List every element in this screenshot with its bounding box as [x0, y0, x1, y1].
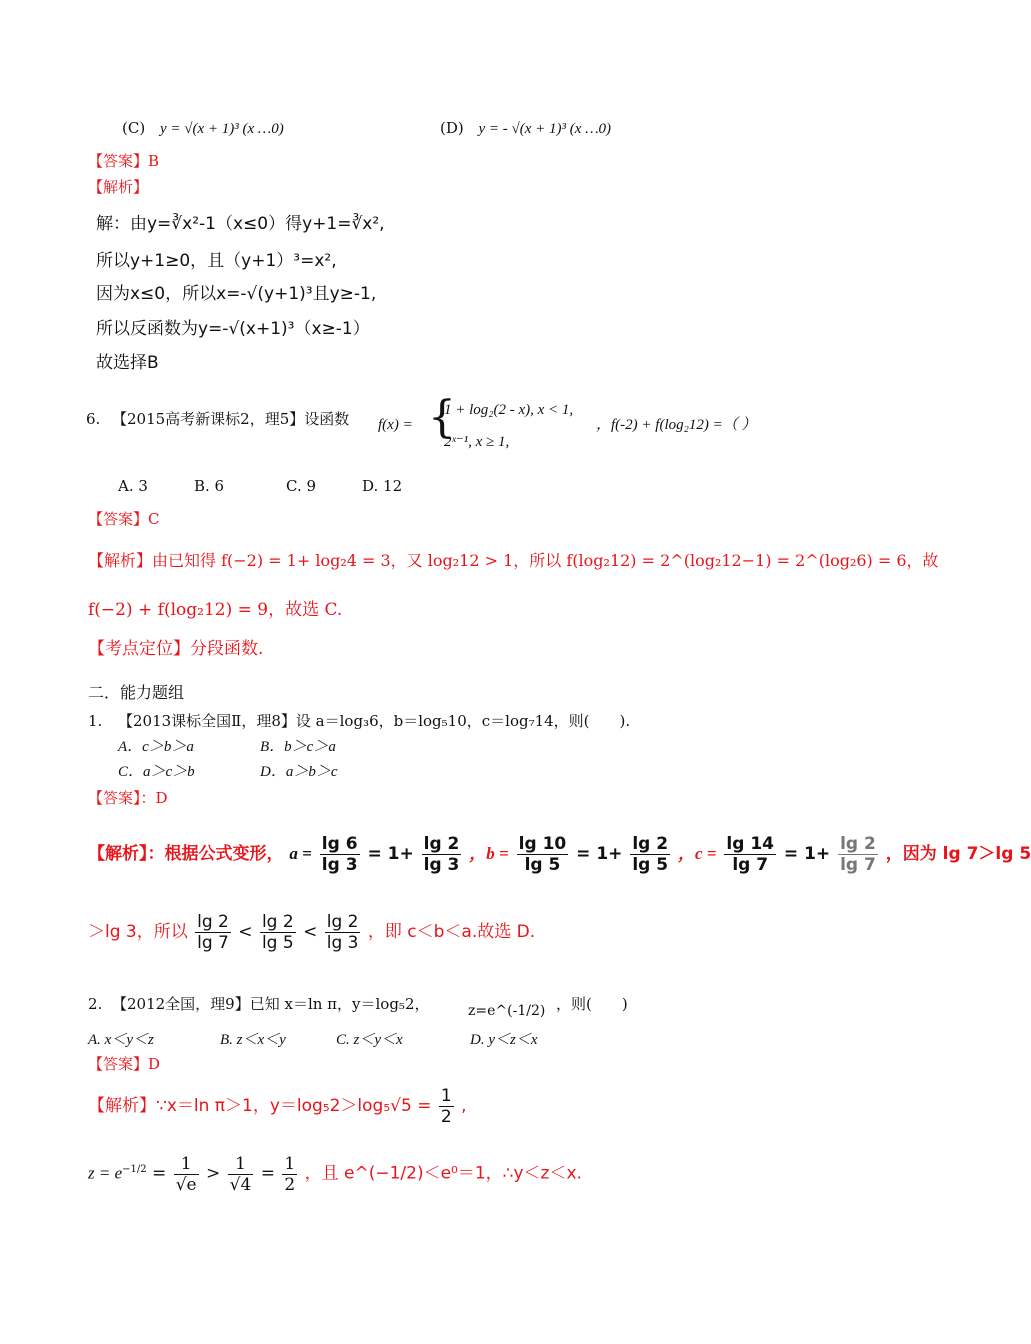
q2-half-frac: [439, 1086, 454, 1127]
q1-cmp-frac-1-num: lg 2: [197, 911, 229, 932]
q1-a-frac-1-num: lg 6: [321, 833, 358, 854]
q2-z-gt: >: [206, 1163, 221, 1184]
q2-z-frac-3-num: 1: [284, 1153, 296, 1174]
q2-z-expr: z=e^(-1/2): [468, 1003, 546, 1019]
prev-step-4: 所以反函数为y=-√(x+1)³（x≥-1）: [96, 319, 370, 339]
q1-a-frac-1: [320, 834, 360, 875]
q2-z-frac-1-den: √e: [175, 1174, 197, 1195]
option-c-expr: y = √(x + 1)³ (x …0): [159, 121, 284, 137]
q1-option-c: C．a＞c＞b: [118, 764, 195, 780]
q6-option-c: C. 9: [286, 477, 317, 495]
q2-answer: 【答案】D: [88, 1055, 161, 1073]
q6-analysis-line-2: f(−2) + f(log₂12) = 9，故选 C.: [88, 600, 343, 620]
q1-c-eq: ，c =: [678, 844, 717, 863]
q1-a-frac-2-den: lg 3: [423, 854, 460, 875]
q1-cmp-frac-3-num: lg 2: [326, 911, 359, 932]
q1-a-eq: a =: [289, 844, 312, 863]
q2-z-frac-1-num: 1: [174, 1154, 199, 1175]
q1-c-frac-2-den: lg 7: [840, 854, 876, 875]
q2-z-tail: ，且 e^(−1/2)＜e⁰＝1，∴y＜z＜x.: [304, 1163, 582, 1184]
q2-option-a: A. x＜y＜z: [88, 1032, 154, 1048]
prev-step-1: 解：由y=∛x²-1（x≤0）得y+1=∛x²,: [96, 214, 385, 234]
q6-analysis-line-1: 【解析】由已知得 f(−2) = 1+ log₂4 = 3，又 log₂12 > 1，所以 f(log₂12) = 2^(log₂12−1) = 2^(log₂6) = 6，故: [88, 551, 939, 570]
q1-option-d: D．a＞b＞c: [260, 764, 338, 780]
q1-cmp-lt-1: <: [238, 922, 253, 942]
q1-line2-end: ，即 c＜b＜a.故选 D.: [367, 922, 536, 942]
q1-c-frac-1: [724, 834, 776, 875]
q6-option-b: B. 6: [194, 477, 225, 495]
q1-c-frac-1-den: lg 7: [732, 854, 769, 875]
q1-cmp-frac-2-num: lg 2: [261, 911, 294, 932]
prev-step-3: 因为x≤0，所以x=-√(y+1)³且y≥-1,: [96, 284, 377, 304]
q1-answer: 【答案】：D: [88, 789, 168, 807]
q1-a-frac-2-num: lg 2: [423, 833, 460, 854]
q1-c-frac-2: [838, 834, 878, 875]
q6-option-a: A. 3: [118, 477, 148, 495]
q1-analysis-line-1: [88, 832, 1031, 876]
q1-b-mid: = 1+: [576, 844, 623, 864]
q2-analysis-text: 【解析】∵x＝ln π＞1，y＝log₅2＞log₅√5 =: [88, 1096, 432, 1116]
prev-answer: 【答案】B: [88, 152, 160, 170]
q1-cmp-lt-2: <: [303, 922, 318, 942]
q2-z-frac-2: [228, 1154, 254, 1195]
q1-cmp-frac-1: [195, 912, 231, 953]
q2-analysis-line-2: $z = e^{-1/2}$ = $\frac{1}{√e}$ > $\frac{1}{√4}$ = $\frac{1}{2}$ ，且 e^(−1/2)＜e⁰＝1，∴y＜z＜x.: [88, 1153, 582, 1195]
q1-c-frac-2-num: lg 2: [840, 833, 876, 854]
q6-fx: f(x) =: [378, 417, 413, 433]
q1-analysis-label: 【解析】：根据公式变形，: [88, 844, 284, 864]
q1-cmp-frac-3: [325, 912, 361, 953]
q1-a-frac-1-den: lg 3: [321, 854, 358, 875]
option-c: [122, 117, 284, 140]
q2-stem: 【2012全国，理9】已知 x＝ln π，y＝log₅2，: [112, 995, 430, 1013]
q1-cmp-frac-3-den: lg 3: [326, 932, 359, 953]
q2-z-start: z = e: [88, 1163, 123, 1183]
q1-a-frac-2: [422, 834, 462, 875]
q2-ask: ，则( ): [556, 995, 628, 1013]
q1-c-mid: = 1+: [783, 844, 831, 864]
prev-analysis-label: 【解析】: [88, 178, 149, 196]
q1-b-frac-2-num: lg 2: [632, 833, 669, 854]
q2-z-frac-2-num: 1: [228, 1154, 254, 1175]
q1-stem: 【2013课标全国Ⅱ，理8】设 a＝log₃6，b＝log₅10，c＝log₇14，则( ).: [118, 712, 631, 730]
q1-analysis-line-2: [88, 910, 535, 954]
q1-line2-start: ＞lg 3，所以: [88, 922, 188, 942]
q2-z-frac-2-den: √4: [229, 1174, 252, 1195]
q6-number: 6.: [86, 410, 101, 428]
q2-number: 2.: [88, 995, 103, 1013]
q6-answer: 【答案】C: [88, 510, 160, 528]
prev-step-2: 所以y+1≥0，且（y+1）³=x²,: [96, 251, 337, 271]
q1-b-frac-1: [517, 834, 569, 875]
q6-source: 【2015高考新课标2，理5】设函数: [112, 410, 350, 428]
q2-analysis-line-1: 【解析】∵x＝ln π＞1，y＝log₅2＞log₅√5 = $\frac{1}{2}$ ,: [88, 1085, 467, 1127]
option-d: [440, 117, 611, 140]
q1-because: ，因为 lg 7＞lg 5: [885, 844, 1031, 864]
q2-option-b: B. z＜x＜y: [220, 1032, 286, 1048]
q6-option-d: D. 12: [362, 477, 403, 495]
q1-option-b: B．b＞c＞a: [260, 739, 336, 755]
q1-a-mid: = 1+: [367, 844, 414, 864]
q1-b-eq: ，b =: [469, 844, 509, 863]
q1-b-frac-1-num: lg 10: [518, 833, 567, 854]
q2-half-num: 1: [440, 1085, 452, 1106]
q1-cmp-frac-1-den: lg 7: [197, 932, 229, 953]
q2-option-d: D. y＜z＜x: [470, 1032, 538, 1048]
q6-kaodian: 【考点定位】分段函数.: [88, 639, 264, 659]
q2-z-frac-3-den: 2: [284, 1174, 296, 1195]
q1-option-a: A．c＞b＞a: [118, 739, 194, 755]
q1-cmp-frac-2-den: lg 5: [261, 932, 294, 953]
q6-case-1: 1 + log₂(2 - x), x < 1,: [444, 402, 574, 418]
q6-case-2: 2ˣ⁻¹, x ≥ 1,: [444, 434, 510, 450]
q6-ask: ，f(-2) + f(log₂12) =（ ）: [596, 417, 757, 433]
q2-z-exp: −1/2: [122, 1164, 147, 1175]
q2-option-c: C. z＜y＜x: [336, 1032, 403, 1048]
q1-b-frac-2: [630, 834, 670, 875]
q2-half-den: 2: [440, 1106, 452, 1127]
option-d-label: (D): [440, 119, 464, 137]
q2-z-frac-3: [282, 1154, 297, 1195]
q1-c-frac-1-num: lg 14: [726, 833, 774, 854]
q1-number: 1.: [88, 712, 103, 730]
q1-cmp-frac-2: [260, 912, 296, 953]
q6-brace: {: [428, 392, 456, 443]
q2-z-frac-1: [174, 1154, 199, 1195]
section-2-heading: 二．能力题组: [88, 683, 185, 702]
q1-b-frac-1-den: lg 5: [524, 854, 561, 875]
option-d-expr: y = - √(x + 1)³ (x …0): [478, 121, 612, 137]
prev-step-5: 故选择B: [96, 353, 159, 373]
option-c-label: (C): [122, 119, 146, 137]
q1-b-frac-2-den: lg 5: [632, 854, 669, 875]
